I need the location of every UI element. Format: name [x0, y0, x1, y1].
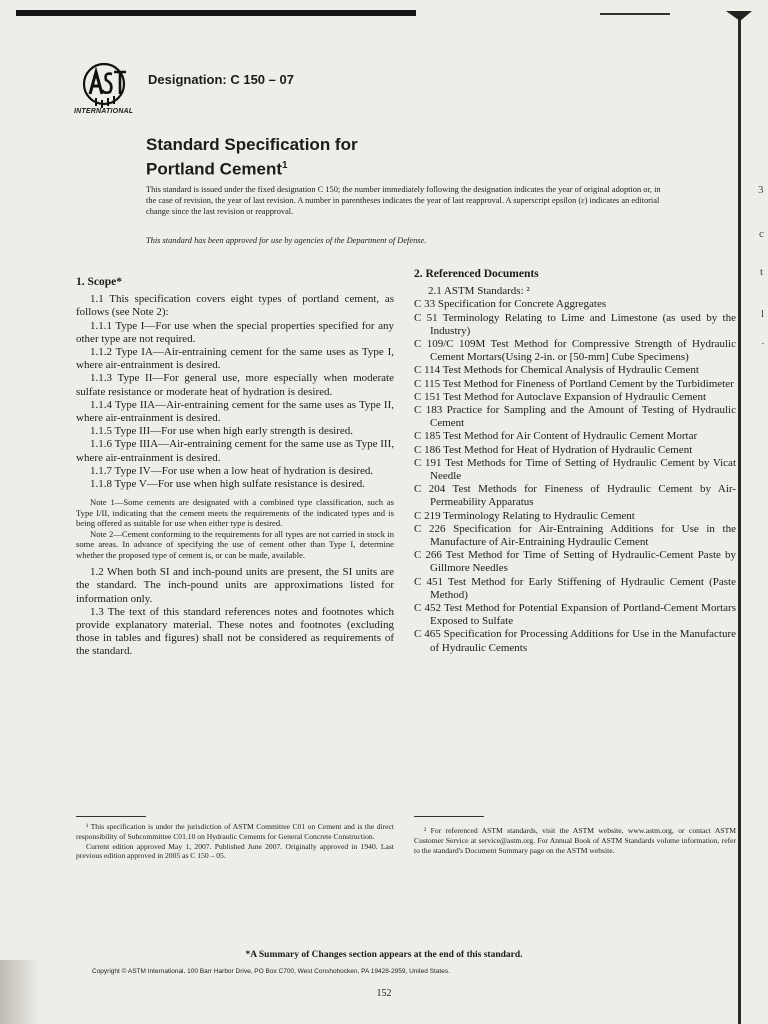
note: Note 2—Cement conforming to the requirements for all types are not carried in stock in some areas. In advance of specifying the use of cement other than Type I, determine whether the proposed type of cement is, or can be made, available. [76, 528, 394, 560]
paragraph: 1.1.7 Type IV—For use when a low heat of hydration is desired. [90, 464, 374, 477]
footnote: Current edition approved May 1, 2007. Published June 2007. Originally approved in 1940. Last previous edition approved in 2005 as C 150 – 05. [76, 841, 394, 861]
paragraph: 1.1.5 Type III—For use when high early strength is desired. [90, 425, 353, 438]
designation: Designation: C 150 – 07 [148, 72, 294, 87]
paragraph: 1.1.8 Type V—For use when high sulfate resistance is desired. [90, 478, 365, 491]
edge-char: l [761, 308, 765, 320]
issue-note: This standard is issued under the fixed designation C 150; the number immediately following the designation indicates the year of original adoption or, in the case of revision, the year of last revision. A number in parentheses indicates the year of last reapproval. A superscript epsilon (ε) indicates an editorial change since the last revision or reapproval. [146, 185, 661, 216]
reference-list [414, 298, 736, 654]
paragraph: 1.2 When both SI and inch-pound units are present, the SI units are the standard. The inch-pound units are approximations listed for information only. [76, 566, 394, 605]
reference-item: C 114 Test Methods for Chemical Analysis of Hydraulic Cement [414, 364, 699, 377]
title-line: Standard Specification for [146, 135, 358, 154]
edge-tick-icon [726, 10, 752, 22]
paragraph: 1.3 The text of this standard references notes and footnotes which provide explanatory material. These notes and footnotes (excluding those in tables and figures) shall not be considered as requirements of the standard. [76, 605, 394, 658]
subheading: 2.1 ASTM Standards: ² [428, 285, 530, 298]
reference-item: C 204 Test Methods for Fineness of Hydraulic Cement by Air-Permeability Apparatus [414, 483, 736, 509]
paragraph: 1.1.2 Type IA—Air-entraining cement for the same uses as Type I, where air-entrainment is desired. [76, 346, 394, 372]
edge-char: 3 [758, 184, 764, 196]
footnote-right [414, 826, 736, 855]
paragraph: 1.1.3 Type II—For general use, more especially when moderate sulfate resistance or moderate heat of hydration is desired. [76, 372, 394, 398]
edge-char: t [760, 266, 764, 278]
left-column [76, 276, 394, 659]
page-number: 152 [376, 988, 392, 999]
title-line [146, 155, 358, 180]
reference-item: C 219 Terminology Relating to Hydraulic Cement [414, 509, 635, 522]
reference-item: C 185 Test Method for Air Content of Hydraulic Cement Mortar [414, 430, 698, 443]
footnote: ¹ This specification is under the jurisdiction of ASTM Committee C01 on Cement and is the direct responsibility of Subcommittee C01.10 on Hydraulic Cements for General Concrete Construction. [76, 822, 394, 841]
dod-note: This standard has been approved for use by agencies of the Department of Defense. [146, 236, 427, 245]
page-title [146, 134, 358, 180]
reference-item: C 51 Terminology Relating to Lime and Limestone (as used by the Industry) [414, 311, 736, 337]
right-column [414, 268, 736, 655]
section-heading: 1. Scope* [76, 276, 122, 288]
scan-top-bar [16, 10, 416, 16]
title-text: Portland Cement [146, 159, 283, 179]
copyright: Copyright © ASTM International, 100 Barr Harbor Drive, PO Box C700, West Conshohocken, PA 19428-2959, United States. [92, 968, 450, 975]
edge-char: · [761, 338, 765, 350]
reference-item: C 186 Test Method for Heat of Hydration of Hydraulic Cement [414, 443, 693, 456]
scan-top-mark [600, 13, 670, 15]
title-footnote-ref: 1 [282, 160, 288, 171]
footnote-rule [414, 816, 484, 817]
footnote-rule [76, 816, 146, 817]
scan-right-edge [738, 14, 741, 1024]
paragraph: 1.1.1 Type I—For use when the special properties specified for any other type are not required. [76, 319, 394, 345]
reference-item: C 451 Test Method for Early Stiffening of Hydraulic Cement (Paste Method) [414, 575, 736, 601]
paragraph: 1.1.6 Type IIIA—Air-entraining cement for the same use as Type III, where air-entrainment is desired. [76, 438, 394, 464]
reference-item: C 452 Test Method for Potential Expansion of Portland-Cement Mortars Exposed to Sulfate [414, 602, 736, 628]
reference-item: C 115 Test Method for Fineness of Portland Cement by the Turbidimeter [414, 377, 734, 390]
summary-note: *A Summary of Changes section appears at the end of this standard. [245, 950, 523, 960]
footnote-left [76, 822, 394, 861]
reference-item: C 226 Specification for Air-Entraining Additions for Use in the Manufacture of Air-Entraining Hydraulic Cement [414, 522, 736, 549]
paragraph: 1.1 This specification covers eight types of portland cement, as follows (see Note 2): [76, 293, 394, 319]
reference-item: C 191 Test Methods for Time of Setting of Hydraulic Cement by Vicat Needle [414, 456, 736, 483]
reference-item: C 109/C 109M Test Method for Compressive Strength of Hydraulic Cement Mortars(Using 2-in. or [50-mm] Cube Specimens) [414, 338, 736, 364]
org-wordmark: INTERNATIONAL [74, 108, 134, 115]
reference-item: C 266 Test Method for Time of Setting of Hydraulic-Cement Paste by Gillmore Needles [414, 549, 736, 575]
paragraph: 1.1.4 Type IIA—Air-entraining cement for the same uses as Type II, where air-entrainment is desired. [76, 398, 394, 425]
footnote: ² For referenced ASTM standards, visit the ASTM website, www.astm.org, or contact ASTM Customer Service at service@astm.org. For Annual Book of ASTM Standards volume information, refer to the standard's Document Summary page on the ASTM website. [414, 826, 736, 855]
note: Note 1—Some cements are designated with a combined type classification, such as Type I/II, indicating that the cement meets the requirements of the indicated types and is being offered as suitable for use when either type is desired. [76, 497, 394, 529]
reference-item: C 33 Specification for Concrete Aggregates [414, 298, 607, 311]
section-heading: 2. Referenced Documents [414, 268, 539, 280]
reference-item: C 183 Practice for Sampling and the Amount of Testing of Hydraulic Cement [414, 404, 736, 430]
reference-item: C 151 Test Method for Autoclave Expansion of Hydraulic Cement [414, 390, 706, 403]
reference-item: C 465 Specification for Processing Additions for Use in the Manufacture of Hydraulic Cements [414, 628, 736, 654]
edge-char: c [759, 228, 764, 240]
